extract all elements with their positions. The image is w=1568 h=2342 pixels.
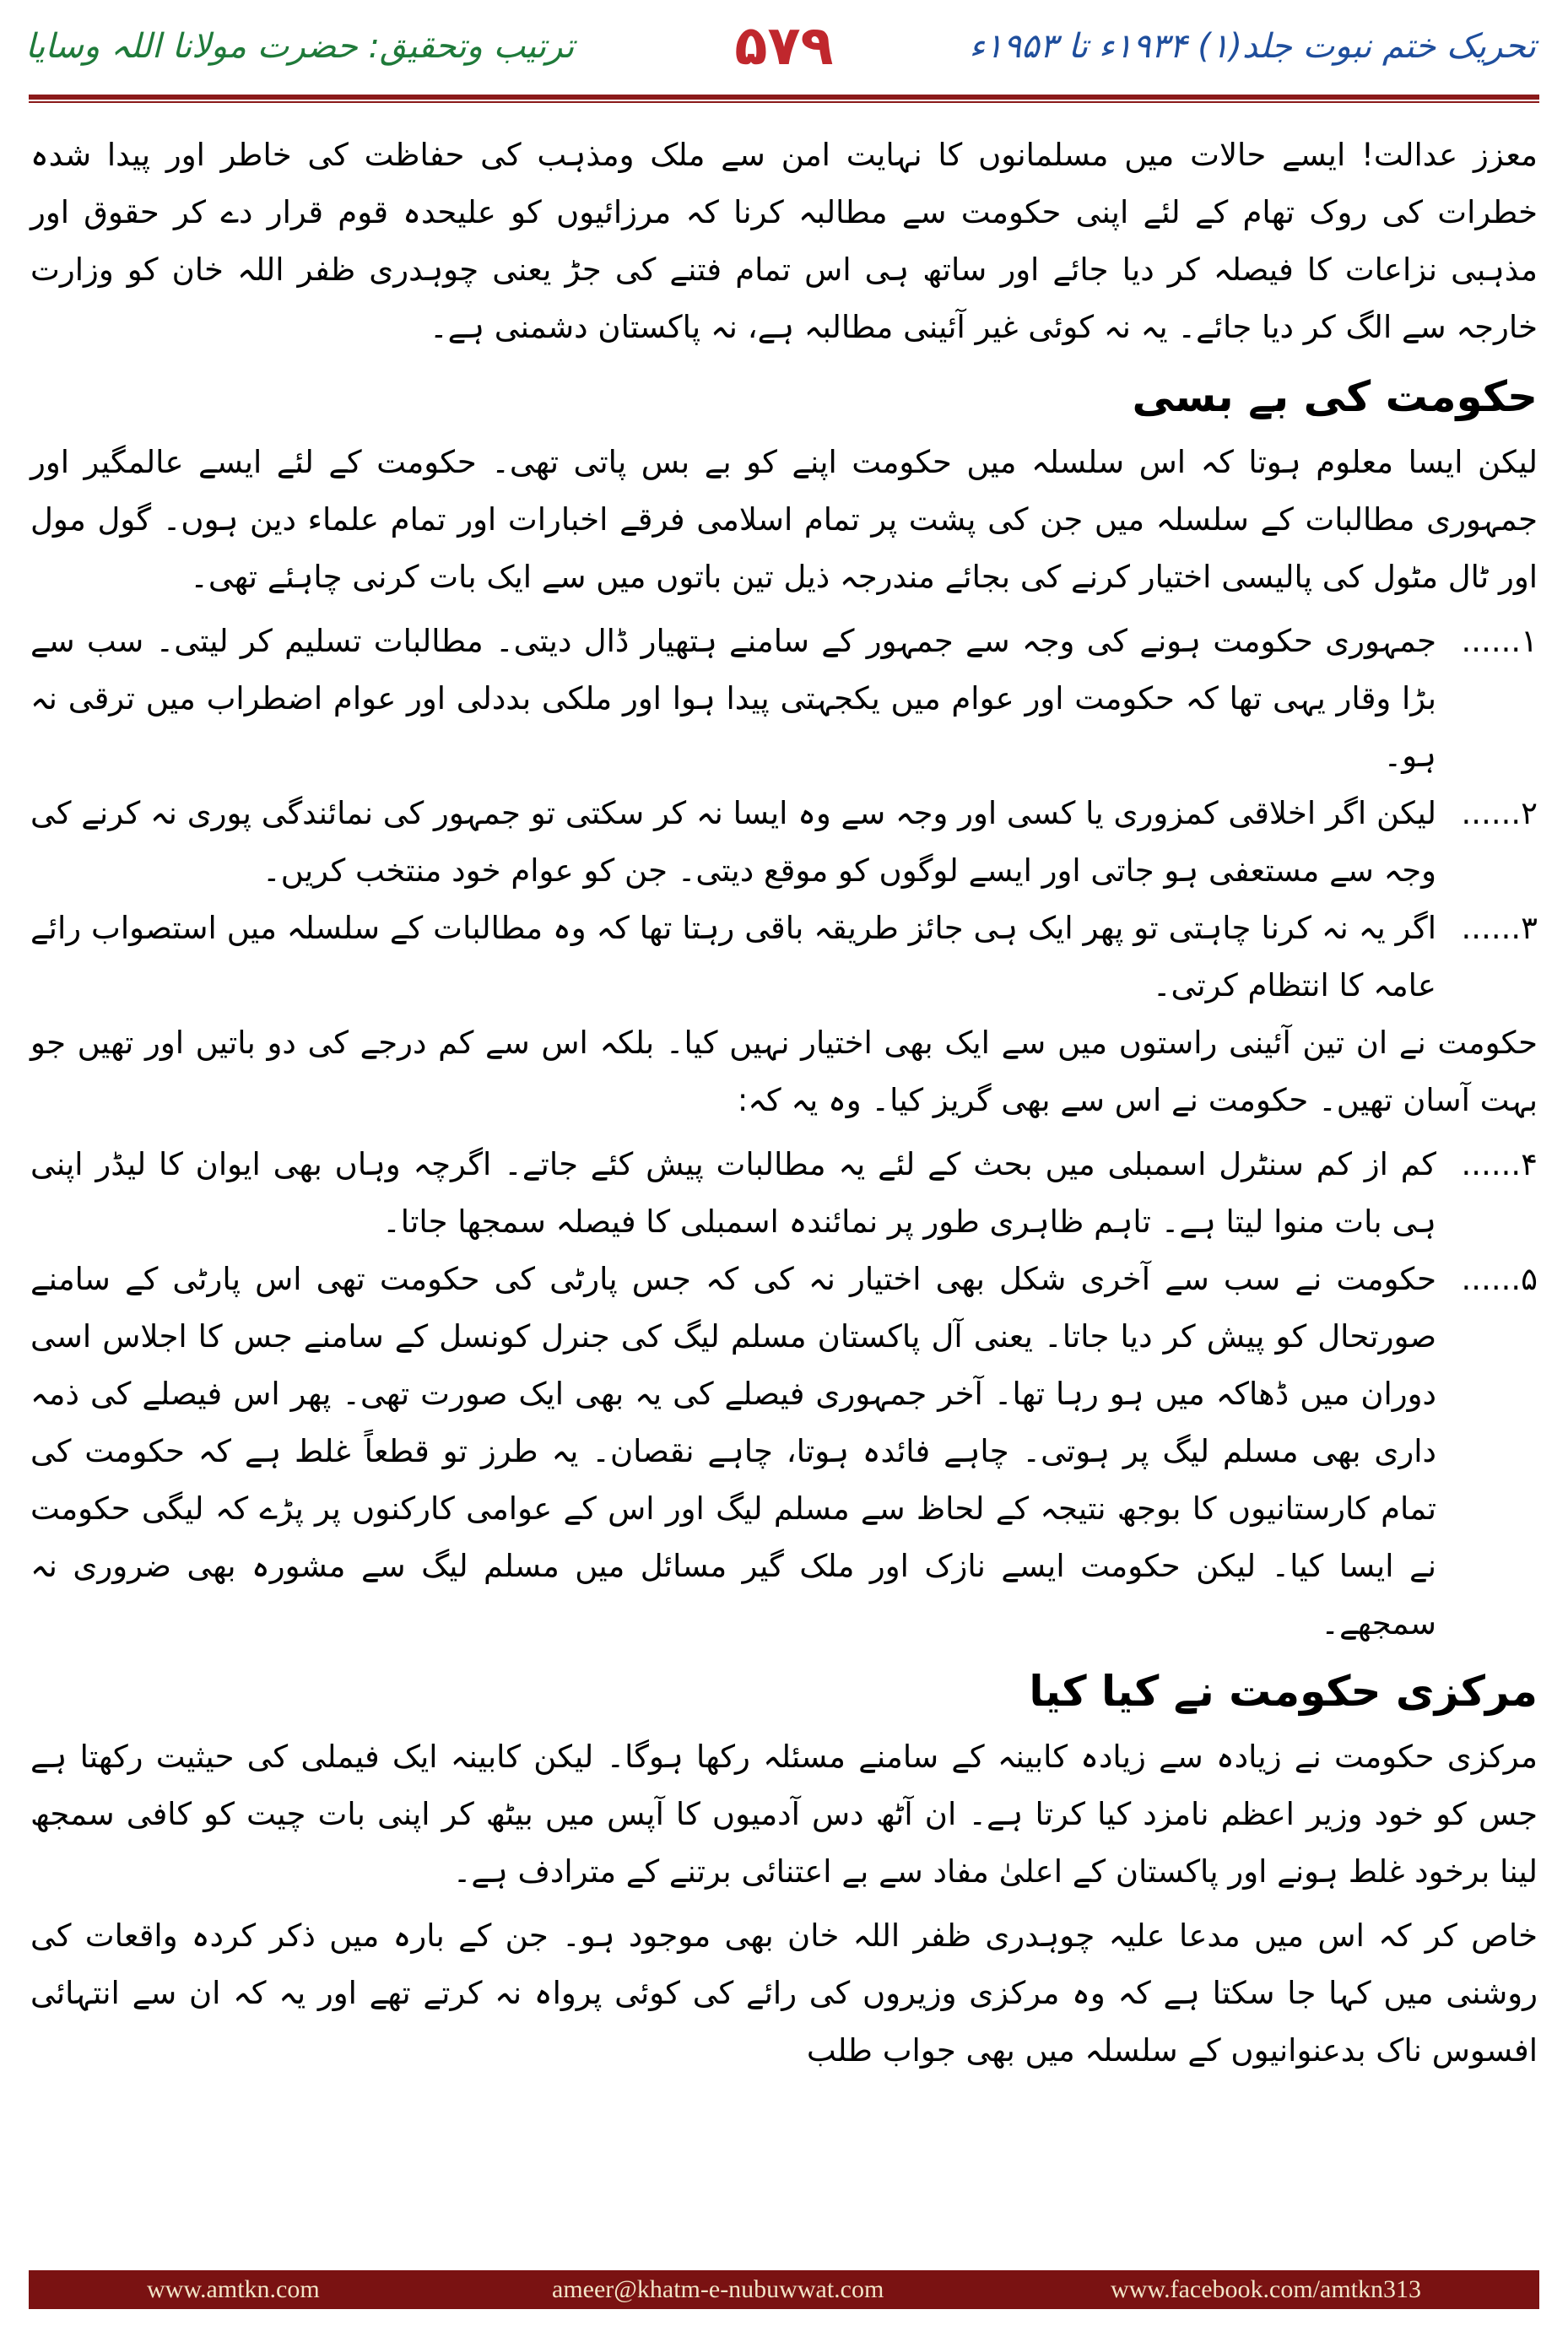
list-number: ۳......	[1461, 910, 1538, 946]
list-item-text: کم از کم سنٹرل اسمبلی میں بحث کے لئے یہ مطالبات پیش کئے جاتے۔ اگرچہ وہاں بھی ایوان کا لیڈر اپنی ہی بات منوا لیتا ہے۔ تاہم ظاہری طور پر نمائندہ اسمبلی کا فیصلہ سمجھا جاتا۔	[30, 1146, 1436, 1240]
paragraph: لیکن ایسا معلوم ہوتا کہ اس سلسلہ میں حکومت اپنے کو بے بس پاتی تھی۔ حکومت کے لئے ایسے عالمگیر اور جمہوری مطالبات کے سلسلہ میں جن کی پشت پر تمام اسلامی فرقے اخبارات اور تمام علماء دین ہوں۔ گول مول اور ٹال مٹول کی پالیسی اختیار کرنے کی بجائے مندرجہ ذیل تین باتوں میں سے ایک بات کرنی چاہئے تھی۔	[30, 444, 1538, 595]
list-item	[30, 613, 1538, 785]
list-item	[30, 1251, 1538, 1652]
email-link[interactable]: ameer@khatm-e-nubuwwat.com	[552, 2275, 884, 2303]
website-link[interactable]: www.amtkn.com	[147, 2275, 320, 2303]
page-number: ۵۷۹	[734, 15, 834, 78]
list-item-text: حکومت نے سب سے آخری شکل بھی اختیار نہ کی کہ جس پارٹی کی حکومت تھی اس پارٹی کے سامنے صورتحال کو پیش کر دیا جاتا۔ یعنی آل پاکستان مسلم لیگ کی جنرل کونسل کے سامنے جس کا اجلاس اسی دوران میں ڈھاکہ میں ہو رہا تھا۔ آخر جمہوری فیصلے کی یہ بھی ایک صورت تھی۔ پھر اس فیصلے کی ذمہ داری بھی مسلم لیگ پر ہوتی۔ چاہے فائدہ ہوتا، چاہے نقصان۔ یہ طرز تو قطعاً غلط ہے کہ حکومت کی تمام کارستانیوں کا بوجھ نتیجہ کے لحاظ سے مسلم لیگ اور اس کے عوامی کارکنوں پر پڑے کہ لیگی حکومت نے ایسا کیا۔ لیکن حکومت ایسے نازک اور ملک گیر مسائل میں مسلم لیگ سے مشورہ بھی ضروری نہ سمجھے۔	[30, 1261, 1436, 1642]
list-item-text: جمہوری حکومت ہونے کی وجہ سے جمہور کے سامنے ہتھیار ڈال دیتی۔ مطالبات تسلیم کر لیتی۔ سب سے بڑا وقار یہی تھا کہ حکومت اور عوام میں یکجہتی پیدا ہوا اور ملکی بددلی اور عوام اضطراب میں ترقی نہ ہو۔	[30, 623, 1436, 774]
list-number: ۵......	[1461, 1261, 1538, 1297]
paragraph: حکومت نے ان تین آئینی راستوں میں سے ایک بھی اختیار نہیں کیا۔ بلکہ اس سے کم درجے کی دو باتیں اور تھیں جو بہت آسان تھیں۔ حکومت نے اس سے بھی گریز کیا۔ وہ یہ کہ:	[30, 1025, 1538, 1118]
list-number: ۱......	[1461, 623, 1538, 659]
paragraph: معزز عدالت! ایسے حالات میں مسلمانوں کا نہایت امن سے ملک ومذہب کی حفاظت کی خاطر اور پیدا شدہ خطرات کی روک تھام کے لئے اپنی حکومت سے مطالبہ کرنا کہ مرزائیوں کو علیحدہ قوم قرار دے کر حقوق اور مذہبی نزاعات کا فیصلہ کر دیا جائے اور ساتھ ہی اس تمام فتنے کی جڑ یعنی چوہدری ظفر اللہ خان کو وزارت خارجہ سے الگ کر دیا جائے۔ یہ نہ کوئی غیر آئینی مطالبہ ہے، نہ پاکستان دشمنی ہے۔	[30, 137, 1538, 345]
compiler-credit: ترتیب وتحقیق: حضرت مولانا اللہ وسایا	[25, 27, 575, 66]
list-item-text: لیکن اگر اخلاقی کمزوری یا کسی اور وجہ سے وہ ایسا نہ کر سکتی تو جمہور کی نمائندگی پوری نہ کرنے کی وجہ سے مستعفی ہو جاتی اور ایسے لوگوں کو موقع دیتی۔ جن کو عوام خود منتخب کریں۔	[30, 795, 1436, 889]
list-item	[30, 785, 1538, 900]
list-item	[30, 900, 1538, 1014]
page-header	[0, 0, 1568, 101]
list-number: ۲......	[1461, 795, 1538, 831]
section-heading: حکومت کی بے بسی	[1132, 372, 1538, 421]
section-heading: مرکزی حکومت نے کیا کیا	[1029, 1667, 1538, 1716]
book-title: تحریک ختم نبوت جلد(۱) ۱۹۳۴ء تا ۱۹۵۳ء	[969, 27, 1536, 66]
header-divider-thin	[29, 101, 1539, 103]
facebook-link[interactable]: www.facebook.com/amtkn313	[1111, 2275, 1421, 2303]
list-number: ۴......	[1461, 1146, 1538, 1182]
header-divider	[29, 95, 1539, 100]
paragraph: مرکزی حکومت نے زیادہ سے زیادہ کابینہ کے سامنے مسئلہ رکھا ہوگا۔ لیکن کابینہ ایک فیملی کی حیثیت رکھتا ہے جس کو خود وزیر اعظم نامزد کیا کرتا ہے۔ ان آٹھ دس آدمیوں کا آپس میں بیٹھ کر اپنی بات چیت کو کافی سمجھ لینا برخود غلط ہونے اور پاکستان کے اعلیٰ مفاد سے بے اعتنائی برتنے کے مترادف ہے۔	[30, 1739, 1538, 1890]
page-footer	[29, 2270, 1539, 2309]
page-body	[30, 127, 1538, 2086]
list-item	[30, 1136, 1538, 1251]
paragraph: خاص کر کہ اس میں مدعا علیہ چوہدری ظفر اللہ خان بھی موجود ہو۔ جن کے بارہ میں ذکر کردہ واقعات کی روشنی میں کہا جا سکتا ہے کہ وہ مرکزی وزیروں کی رائے کی کوئی پرواہ نہ کرتے تھے اور یہ کہ ان سے انتہائی افسوس ناک بدعنوانیوں کے سلسلہ میں بھی جواب طلب	[30, 1917, 1538, 2069]
list-item-text: اگر یہ نہ کرنا چاہتی تو پھر ایک ہی جائز طریقہ باقی رہتا تھا کہ وہ مطالبات کے سلسلہ میں استصواب رائے عامہ کا انتظام کرتی۔	[30, 910, 1436, 1003]
